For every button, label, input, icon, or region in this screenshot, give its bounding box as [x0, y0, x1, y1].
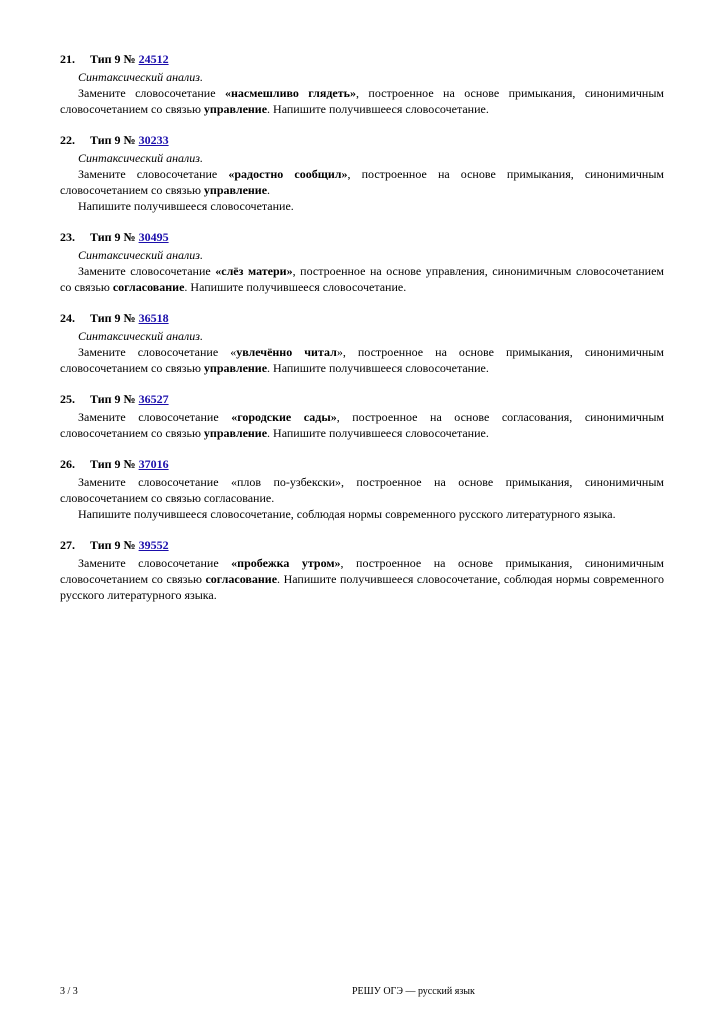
task-subtitle: Синтаксический анализ. [78, 151, 203, 165]
task-id-link[interactable]: 36527 [138, 392, 169, 406]
task-25 [60, 390, 664, 441]
task-id-link[interactable]: 30495 [138, 230, 169, 244]
task-text: Замените словосочетание «слёз матери», построенное на основе управления, синонимичным словосочетанием со связью согласование. Напишите получившееся словосочетание. [60, 264, 665, 294]
site-name: РЕШУ ОГЭ — русский язык [352, 986, 475, 997]
task-instruction: Напишите получившееся словосочетание, соблюдая нормы современного русского литературного языка. [78, 507, 616, 521]
task-number: 24. [60, 311, 75, 325]
task-type: Тип 9 № [90, 538, 136, 552]
task-id-link[interactable]: 24512 [138, 52, 169, 66]
task-subtitle: Синтаксический анализ. [78, 329, 203, 343]
task-header [60, 455, 664, 473]
task-text: Замените словосочетание «городские сады», построенное на основе согласования, синонимичным словосочетанием со связью управление. Напишите получившееся словосочетание. [60, 410, 664, 440]
task-text: Замените словосочетание «плов по-узбекски», построенное на основе примыкания, синонимичным словосочетанием со связью согласование. [60, 475, 664, 505]
task-text: Замените словосочетание «пробежка утром», построенное на основе примыкания, синонимичным словосочетанием со связью согласование. Напишите получившееся словосочетание, соблюдая нормы современного русского литературного языка. [60, 556, 664, 602]
task-24 [60, 309, 664, 376]
task-subtitle: Синтаксический анализ. [78, 248, 203, 262]
task-type: Тип 9 № [90, 133, 136, 147]
task-header [60, 228, 664, 246]
task-26 [60, 455, 664, 522]
task-number: 21. [60, 52, 75, 66]
task-header [60, 131, 664, 149]
task-number: 25. [60, 392, 75, 406]
task-number: 22. [60, 133, 75, 147]
task-subtitle: Синтаксический анализ. [78, 70, 203, 84]
task-id-link[interactable]: 30233 [138, 133, 169, 147]
task-header [60, 390, 664, 408]
task-header [60, 309, 664, 327]
task-type: Тип 9 № [90, 311, 136, 325]
task-type: Тип 9 № [90, 457, 136, 471]
task-number: 27. [60, 538, 75, 552]
task-text: Замените словосочетание «насмешливо глядеть», построенное на основе примыкания, синонимичным словосочетанием со связью управление. Напишите получившееся словосочетание. [60, 86, 664, 116]
task-instruction: Напишите получившееся словосочетание. [78, 199, 294, 213]
task-type: Тип 9 № [90, 392, 136, 406]
task-text: Замените словосочетание «увлечённо читал», построенное на основе примыкания, синонимичным словосочетанием со связью управление. Напишите получившееся словосочетание. [60, 345, 664, 375]
task-27 [60, 536, 664, 603]
task-id-link[interactable]: 39552 [138, 538, 169, 552]
task-23 [60, 228, 664, 295]
task-header [60, 50, 664, 68]
task-id-link[interactable]: 36518 [138, 311, 169, 325]
task-header [60, 536, 664, 554]
task-list [60, 50, 664, 617]
task-type: Тип 9 № [90, 230, 136, 244]
task-id-link[interactable]: 37016 [138, 457, 169, 471]
task-number: 26. [60, 457, 75, 471]
task-22 [60, 131, 664, 214]
task-21 [60, 50, 664, 117]
task-number: 23. [60, 230, 75, 244]
task-type: Тип 9 № [90, 52, 136, 66]
task-text: Замените словосочетание «радостно сообщил», построенное на основе примыкания, синонимичным словосочетанием со связью управление. [60, 167, 664, 197]
page-number: 3 / 3 [60, 986, 78, 997]
